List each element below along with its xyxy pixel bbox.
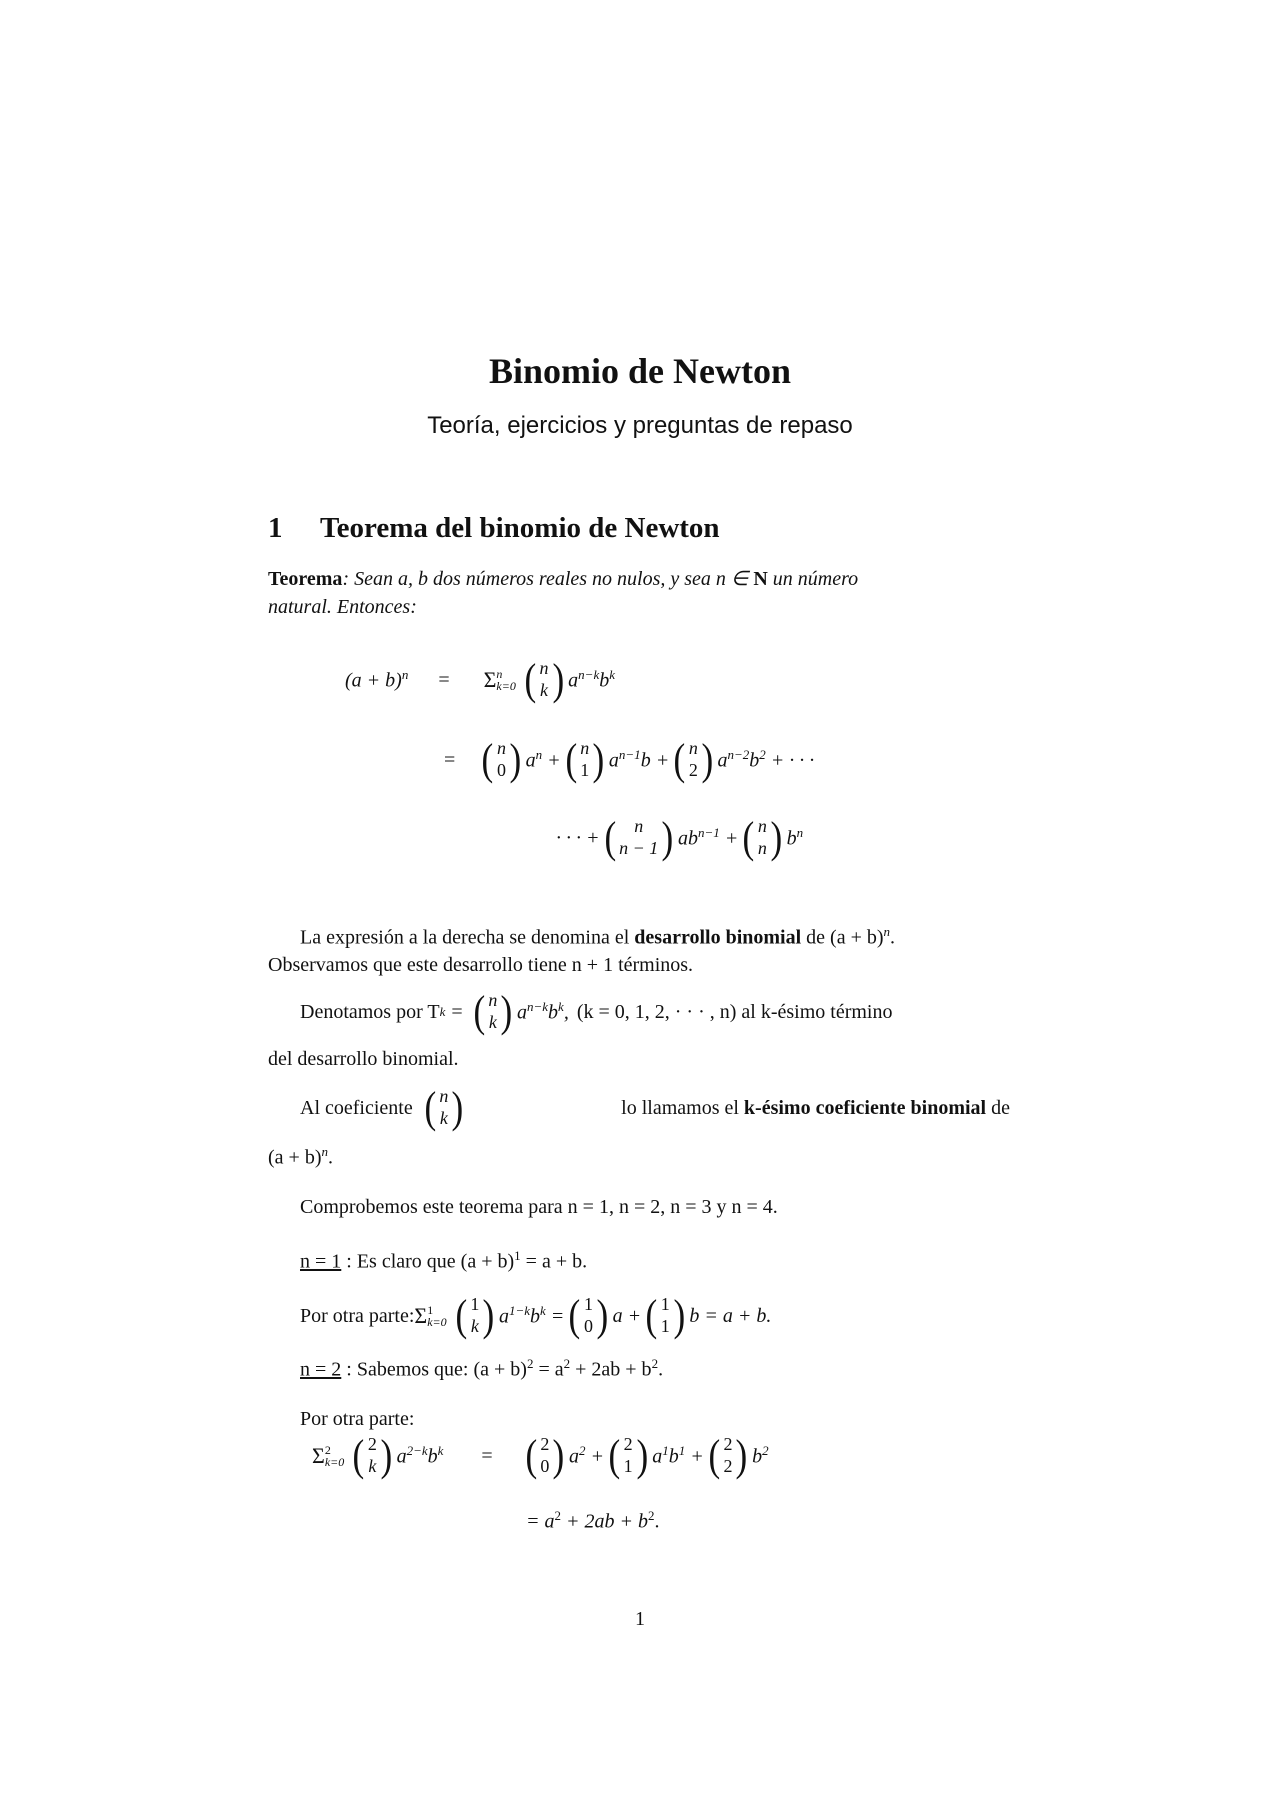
paragraph-2-line-1: Denotamos por T k = ( n k ) $a^{n-k}b^k$, (k = 0, 1, 2, · · · , n) al k-ésimo término [300, 987, 893, 1036]
p1-text-a: La expresión a la derecha se denomina el [300, 926, 635, 949]
section-number: 1 [268, 512, 283, 544]
theorem-label: Teorema [268, 568, 343, 590]
paragraph-4: Comprobemos este teorema para n = 1, n = 2, n = 3 y n = 4. [300, 1196, 778, 1218]
case-n2-label: n = 2 [300, 1358, 342, 1381]
case-n1-check: Por otra parte: Σ 1 k=0 ( 1 k ) $a^{1-k}b^k$ = ( 1 0 ) a + ( 1 1 ) b = a + b. [300, 1291, 772, 1340]
section-title: Teorema del binomio de Newton [320, 512, 720, 544]
case-n2-tail: = a [533, 1358, 564, 1381]
case-n2-tail2: + 2ab + b [570, 1358, 652, 1381]
equation-line-2: = ( n 0 ) $a^n$ + ( n 1 ) $a^{n-1}b$ + ( n 2 ) $a^{n-2}b^2$ + · · · [444, 735, 815, 784]
theorem-line-1 [268, 566, 858, 591]
equation-line-1: $(a + b)^n$ = Σ n k=0 ( n k ) $a^{n-k}b^k$ [345, 655, 615, 704]
paragraph-2-line-2: del desarrollo binomial. [268, 1048, 459, 1070]
case-n2-result: = $a^2 + 2ab + b^2$. [526, 1508, 660, 1533]
p3-bold: k-ésimo coeficiente binomial [743, 1096, 987, 1119]
p3-text-d: (a + b) [268, 1146, 322, 1169]
case-n2-text: : Sabemos que: (a + b) [341, 1358, 527, 1381]
page-subtitle: Teoría, ejercicios y preguntas de repaso [427, 412, 853, 439]
p2-text-b: (k = 0, 1, 2, · · · , n) al k-ésimo término [576, 1000, 893, 1023]
case-n1-label: n = 1 [300, 1250, 342, 1273]
paragraph-1-line-2: Observamos que este desarrollo tiene n + 1 términos. [268, 954, 694, 976]
otra-parte-1: Por otra parte: [300, 1304, 415, 1327]
p1-bold: desarrollo binomial [634, 926, 802, 949]
section-heading [268, 512, 720, 545]
paragraph-3-line-2: $(a + b)^n$. [268, 1144, 333, 1169]
p3-text-b: lo llamamos el [621, 1096, 744, 1119]
case-n2-sum: Σ 2 k=0 ( 2 k ) $a^{2-k}b^k$ = ( 2 0 ) $a^2$ + ( 2 1 ) $a^1b^1$ + ( 2 2 ) $b^2$ [312, 1431, 769, 1480]
final-eq2: + 2ab + b [561, 1510, 648, 1533]
theorem-text-1: : Sean a, b dos números reales no nulos, y sea n ∈ [342, 568, 749, 590]
page-number: 1 [635, 1608, 645, 1630]
case-n2-line: n = 2 : Sabemos que: $(a + b)^2 = a^2 + 2ab + b^2$. [300, 1356, 664, 1381]
p2-text-a: Denotamos por T [300, 1000, 440, 1023]
page-title: Binomio de Newton [488, 351, 791, 391]
final-eq: = a [526, 1510, 555, 1533]
equation-line-3: · · · + ( n n − 1 ) $ab^{n-1}$ + ( n n ) $b^n$ [556, 813, 804, 862]
paragraph-1-line-1: La expresión a la derecha se denomina el desarrollo binomial de $(a + b)^n$. [300, 924, 896, 949]
naturals-symbol: N [753, 568, 768, 590]
p3-text-a: Al coeficiente [300, 1096, 413, 1119]
case-n1-line: n = 1 : Es claro que $(a + b)^1 = a + b$. [300, 1248, 588, 1273]
otra-parte-2: Por otra parte: [300, 1408, 415, 1430]
case-n1-text: : Es claro que (a + b) [341, 1250, 515, 1273]
p1-text-b: de (a + b) [801, 926, 884, 949]
p3-text-c: de [986, 1096, 1010, 1119]
theorem-line-2: natural. Entonces: [268, 596, 417, 618]
paragraph-3-line-1: Al coeficiente ( n k ) lo llamamos el k-ésimo coeficiente binomial de [300, 1083, 1010, 1132]
theorem-text-2: un número [767, 568, 859, 590]
case-n1-tail: = a + b. [520, 1250, 588, 1273]
